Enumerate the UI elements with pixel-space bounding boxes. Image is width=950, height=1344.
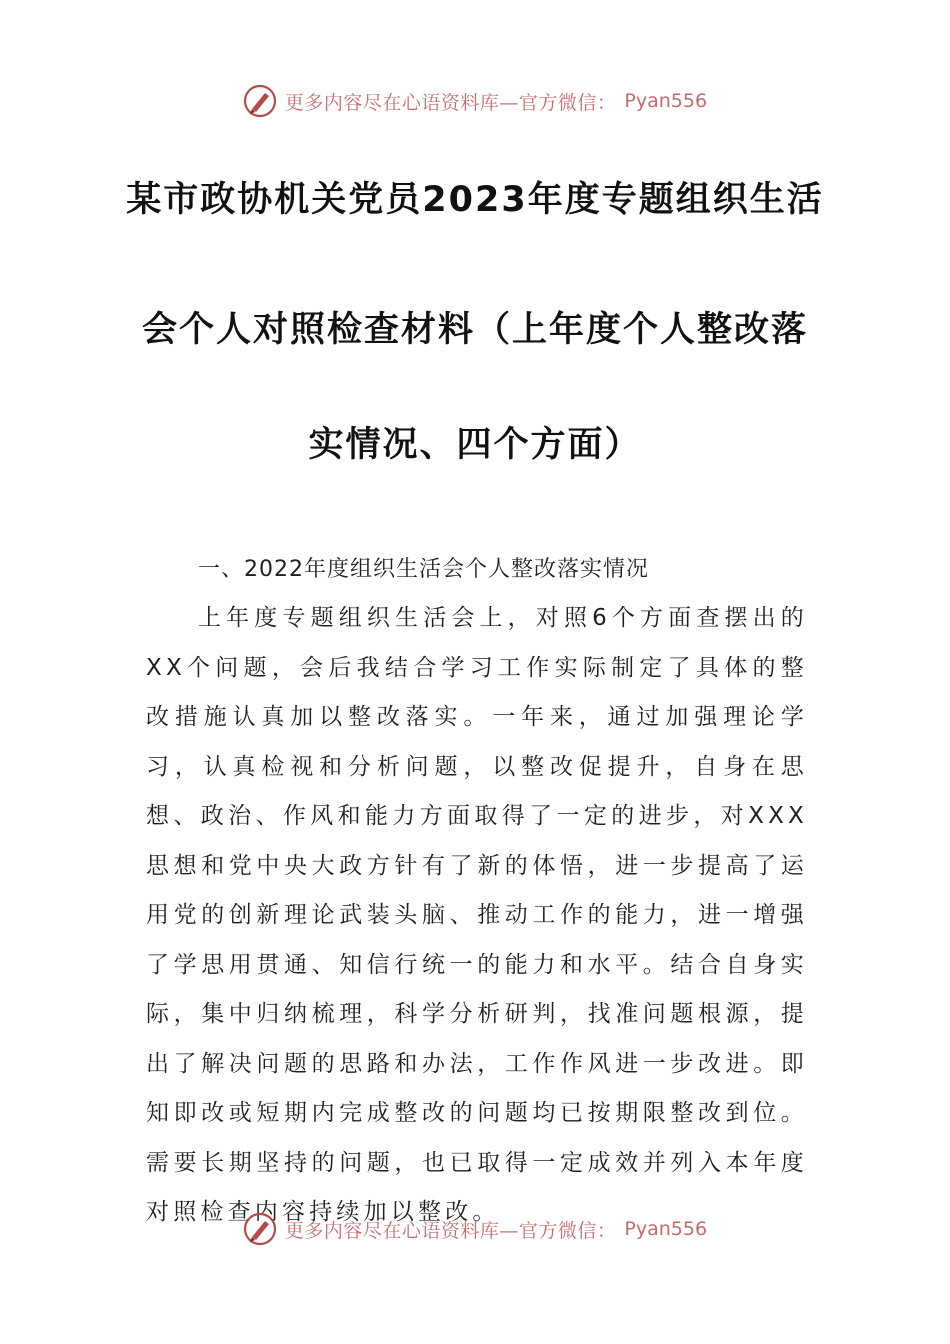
watermark-handle: Pyan556 [624, 90, 708, 112]
document-title-line-1: 某市政协机关党员2023年度专题组织生活 [126, 180, 824, 220]
watermark-handle: Pyan556 [624, 1218, 708, 1240]
document-title-line-2: 会个人对照检查材料（上年度个人整改落 [141, 310, 808, 350]
section-heading: 一、2022年度组织生活会个人整改落实情况 [198, 557, 649, 582]
pen-circle-logo-icon [243, 1212, 277, 1246]
watermark-text: 更多内容尽在心语资料库—官方微信： [284, 91, 617, 114]
body-paragraph: 上年度专题组织生活会上，对照6个方面查摆出的XX个问题，会后我结合学习工作实际制定了具体的整改措施认真加以整改落实。一年来，通过加强理论学习，认真检视和分析问题，以整改促提升，自身在思想、政治、作风和能力方面取得了一定的进步，对XXX思想和党中央大政方针有了新的体悟，进一步提高了运用党的创新理论武装头脑、推动工作的能力，进一增强了学思用贯通、知信行统一的能力和水平。结合自身实际，集中归纳梳理，科学分析研判，找准问题根源，提出了解决问题的思路和办法，工作作风进一步改进。即知即改或短期内完成整改的问题均已按期限整改到位。需要长期坚持的问题，也已取得一定成效并列入本年度对照检查内容持续加以整改。 [146, 605, 808, 1225]
watermark-text: 更多内容尽在心语资料库—官方微信： [284, 1219, 617, 1242]
document-title-line-3: 实情况、四个方面） [308, 425, 642, 465]
watermark-footer [0, 1212, 950, 1246]
watermark-header [0, 84, 950, 118]
pen-circle-logo-icon [243, 84, 277, 118]
